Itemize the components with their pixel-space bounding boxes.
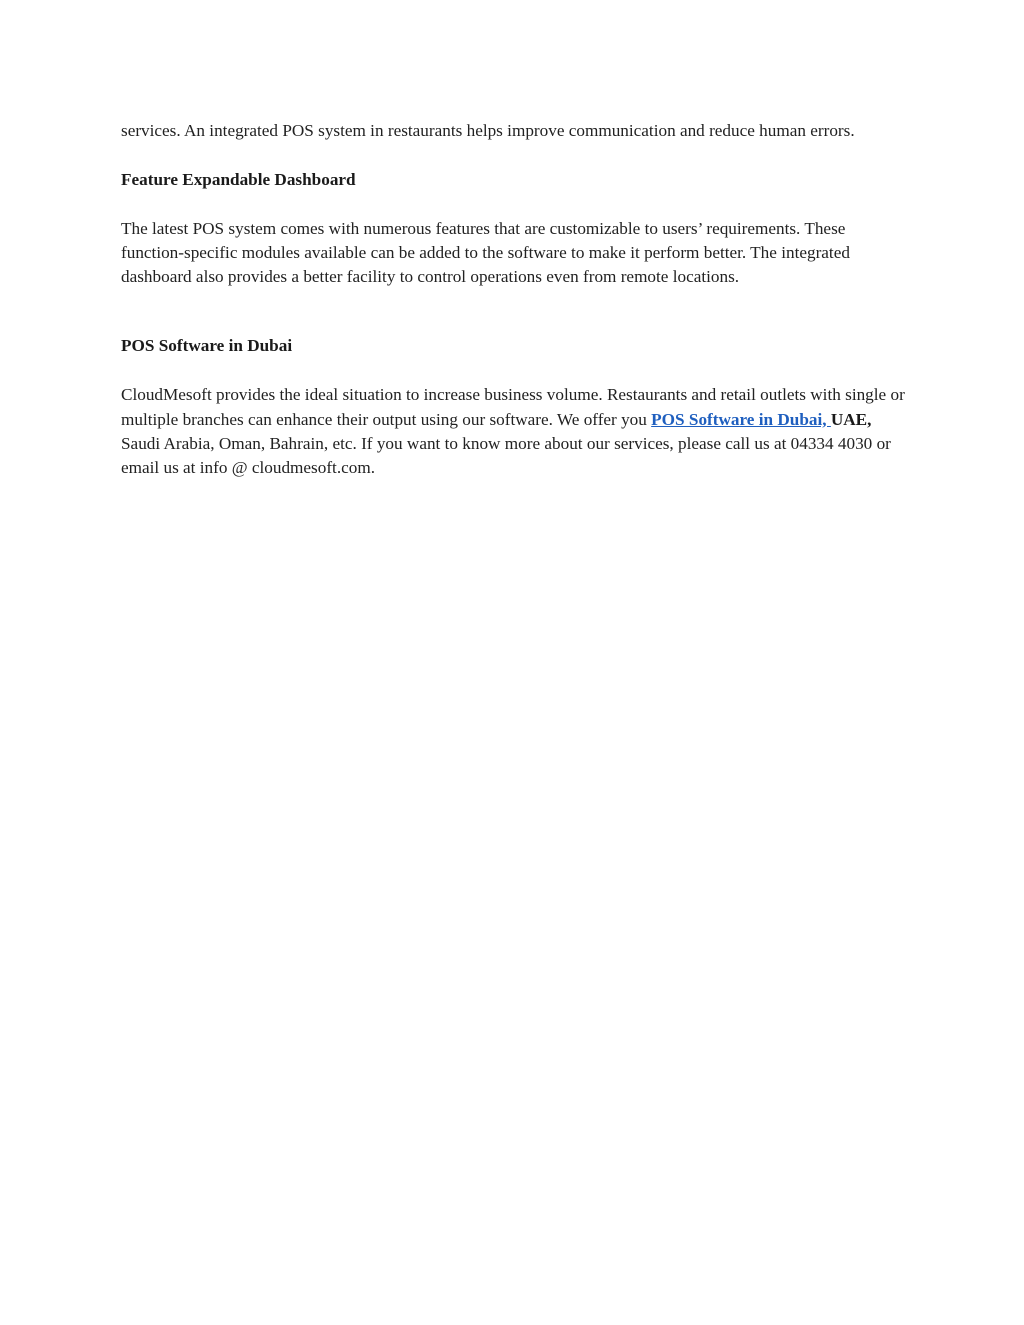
dubai-paragraph-end: Saudi Arabia, Oman, Bahrain, etc. If you want to know more about our services, please call us at 04334 4030 or email us at info @ cloudmesoft.com. <box>121 433 891 478</box>
uae-bold-text: UAE, <box>830 409 872 429</box>
dubai-paragraph <box>121 383 911 480</box>
dubai-paragraph-start: CloudMesoft provides the ideal situation to increase business volume. Restaurants and retail outlets with single or multiple branches can enhance their output using our software. We offer you <box>121 385 905 429</box>
section-heading-dashboard: Feature Expandable Dashboard <box>121 169 356 189</box>
section-heading-dubai: POS Software in Dubai <box>121 336 293 356</box>
spacer <box>121 192 911 217</box>
spacer <box>121 289 911 334</box>
dashboard-paragraph: The latest POS system comes with numerous features that are customizable to users’ requirements. These function-specific modules available can be added to the software to make it perform better. The integrated dashboard also provides a better facility to control operations even from remote locations. <box>121 218 850 287</box>
spacer <box>121 359 911 384</box>
pos-software-dubai-link[interactable]: POS Software in Dubai, <box>651 409 831 429</box>
spacer <box>121 143 911 168</box>
document-page <box>121 119 911 480</box>
intro-paragraph: services. An integrated POS system in restaurants helps improve communication and reduce human errors. <box>121 121 855 140</box>
